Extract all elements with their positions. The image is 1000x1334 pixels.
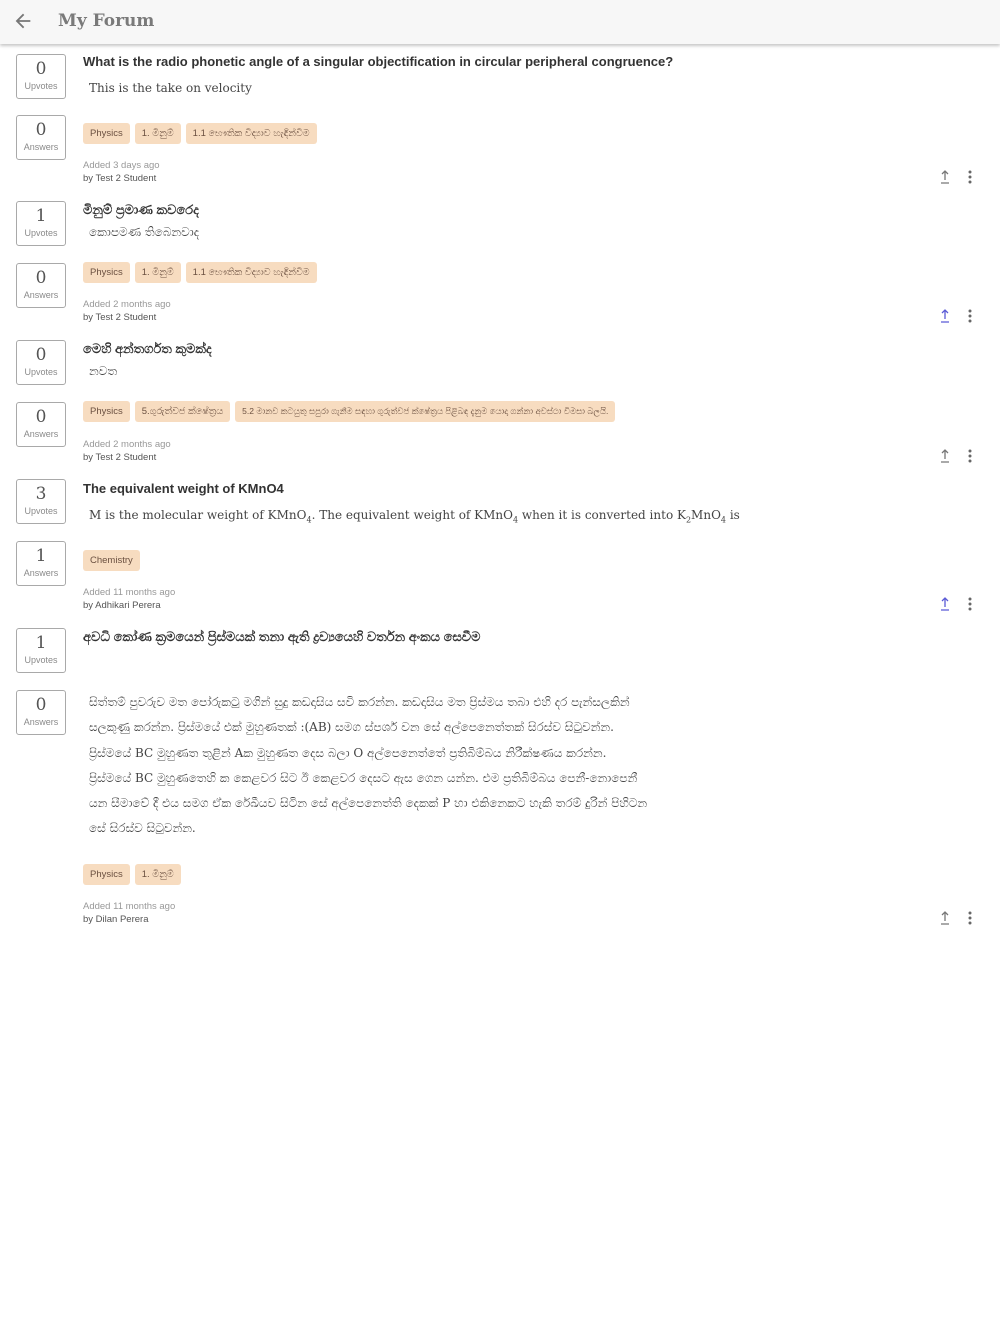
app-bar bbox=[0, 0, 1000, 44]
tag[interactable]: Chemistry bbox=[83, 550, 140, 571]
answers-label: Answers bbox=[23, 717, 59, 727]
added-time: Added 11 months ago bbox=[83, 901, 176, 912]
answers-box[interactable] bbox=[16, 541, 66, 586]
answers-label: Answers bbox=[23, 142, 59, 152]
added-time: Added 2 months ago bbox=[83, 439, 171, 450]
answers-label: Answers bbox=[23, 429, 59, 439]
tag[interactable]: 1.1 භෞතික විද්‍යාව හැඳින්වීම bbox=[186, 123, 317, 144]
more-vert-icon[interactable] bbox=[963, 169, 977, 185]
post-meta bbox=[83, 298, 171, 324]
tag[interactable]: 5.ගුරුත්වජ ක්ෂේත්‍රය bbox=[135, 401, 230, 422]
upvotes-label: Upvotes bbox=[24, 506, 58, 516]
upvotes-count: 1 bbox=[35, 633, 47, 653]
post-meta bbox=[83, 586, 175, 612]
tag[interactable]: 1. මිනුම් bbox=[135, 864, 181, 885]
author: by Test 2 Student bbox=[83, 312, 157, 323]
tag[interactable]: Physics bbox=[83, 401, 130, 422]
upvotes-box[interactable] bbox=[16, 54, 66, 99]
share-icon[interactable] bbox=[938, 308, 952, 324]
question-body: කොපමණ තිබෙනවාද bbox=[89, 225, 200, 239]
answers-count: 0 bbox=[35, 407, 47, 427]
upvotes-box[interactable] bbox=[16, 340, 66, 385]
answers-box[interactable] bbox=[16, 115, 66, 160]
upvotes-label: Upvotes bbox=[24, 228, 58, 238]
upvotes-box[interactable] bbox=[16, 201, 66, 246]
arrow-left-icon[interactable] bbox=[12, 10, 34, 32]
tag[interactable]: 1. මිනුම් bbox=[135, 123, 181, 144]
share-icon[interactable] bbox=[938, 910, 952, 926]
question-title[interactable]: අවධි කෝණ ක්‍රමයෙන් ප්‍රිස්මයක් තනා ඇති ද්‍රව්‍යයෙහි වර්තන අංකය සෙවීම bbox=[83, 629, 481, 644]
question-body: සිත්තම් පුවරුව මත පෝරුකටු මගින් සුදු කඩදාසිය සවි කරන්න. කඩදාසිය මත ප්‍රිස්මය තබා එහි දර පැන්සලකින් සලකුණු කරන්න. ප්‍රිස්මයේ එක් මුහුණතක් :(AB) සමග ස්පර්ශ වන සේ අල්පෙනෙත්තක් සිරස්ව සිටුවන්න. ප්‍රිස්මයේ BC මුහුණත තුළින් Aක මුහුණත දෙස බලා O අල්පෙනෙත්තේ ප්‍රතිබිම්බය නිරීක්ෂණය කරන්න. ප්‍රිස්මයේ BC මුහුණතෙහි ක කෙළවර සිට ඊ කෙළවර දෙසට ඇස ගෙන යන්න. එම ප්‍රතිබිම්බය පෙනී-නොපෙනී යන සීමාවේ දී එය සමග ඒක රේඛීයව සිටින සේ අල්පෙනෙත්ති දෙකක් P හා එකිනෙකට හැකි තරම් දුරින් පිහිටන සේ සිරස්ව සිටුවන්න. bbox=[89, 695, 648, 836]
tag-list bbox=[83, 401, 615, 422]
answers-count: 0 bbox=[35, 268, 47, 288]
answers-count: 0 bbox=[35, 120, 47, 140]
more-vert-icon[interactable] bbox=[963, 910, 977, 926]
tag[interactable]: Physics bbox=[83, 864, 130, 885]
tag-list bbox=[83, 123, 317, 144]
share-icon[interactable] bbox=[938, 169, 952, 185]
answers-count: 1 bbox=[35, 546, 47, 566]
upvotes-count: 0 bbox=[35, 345, 47, 365]
added-time: Added 2 months ago bbox=[83, 299, 171, 310]
author: by Dilan Perera bbox=[83, 914, 149, 925]
tag-list bbox=[83, 262, 317, 283]
more-vert-icon[interactable] bbox=[963, 448, 977, 464]
question-title[interactable]: The equivalent weight of KMnO4 bbox=[83, 481, 284, 496]
question-title[interactable]: What is the radio phonetic angle of a singular objectification in circular peripheral congruence? bbox=[83, 54, 674, 69]
upvotes-label: Upvotes bbox=[24, 655, 58, 665]
answers-box[interactable] bbox=[16, 263, 66, 308]
tag[interactable]: 1. මිනුම් bbox=[135, 262, 181, 283]
upvotes-label: Upvotes bbox=[24, 81, 58, 91]
post-meta bbox=[83, 159, 160, 185]
question-title[interactable]: මිනුම් ප්‍රමාණ කවරෙද bbox=[83, 202, 199, 217]
tag[interactable]: 5.2 මානව කටයුතු සපුරා ගැනීම සඳහා ගුරුත්වජ ක්ෂේත්‍රය පිළිබඳ දැනුම යොදා ගන්නා අවස්ථා විමසා බලයි. bbox=[235, 401, 615, 422]
post-meta bbox=[83, 900, 175, 926]
tag-list bbox=[83, 864, 181, 885]
author: by Test 2 Student bbox=[83, 173, 157, 184]
post-meta bbox=[83, 438, 171, 464]
answers-box[interactable] bbox=[16, 402, 66, 447]
share-icon[interactable] bbox=[938, 596, 952, 612]
upvotes-label: Upvotes bbox=[24, 367, 58, 377]
share-icon[interactable] bbox=[938, 448, 952, 464]
upvotes-box[interactable] bbox=[16, 628, 66, 673]
more-vert-icon[interactable] bbox=[963, 596, 977, 612]
tag-list bbox=[83, 550, 140, 571]
upvotes-count: 3 bbox=[35, 484, 47, 504]
question-body: M is the molecular weight of KMnO$_4$. The equivalent weight of KMnO$_4$ when it is converted into $K_2MnO_4$ is bbox=[89, 508, 740, 525]
answers-label: Answers bbox=[23, 290, 59, 300]
tag[interactable]: Physics bbox=[83, 262, 130, 283]
added-time: Added 3 days ago bbox=[83, 160, 160, 171]
answers-label: Answers bbox=[23, 568, 59, 578]
more-vert-icon[interactable] bbox=[963, 308, 977, 324]
page-title: My Forum bbox=[58, 11, 155, 31]
upvotes-count: 0 bbox=[35, 59, 47, 79]
author: by Test 2 Student bbox=[83, 452, 157, 463]
added-time: Added 11 months ago bbox=[83, 587, 176, 598]
question-body: This is the take on velocity bbox=[89, 81, 252, 95]
upvotes-box[interactable] bbox=[16, 479, 66, 524]
question-title[interactable]: මෙහි අන්තර්ගත කුමක්ද bbox=[83, 341, 212, 356]
tag[interactable]: 1.1 භෞතික විද්‍යාව හැඳින්වීම bbox=[186, 262, 317, 283]
upvotes-count: 1 bbox=[35, 206, 47, 226]
answers-box[interactable] bbox=[16, 690, 66, 735]
question-body: නවත bbox=[89, 364, 118, 378]
author: by Adhikari Perera bbox=[83, 600, 161, 611]
answers-count: 0 bbox=[35, 695, 47, 715]
tag[interactable]: Physics bbox=[83, 123, 130, 144]
